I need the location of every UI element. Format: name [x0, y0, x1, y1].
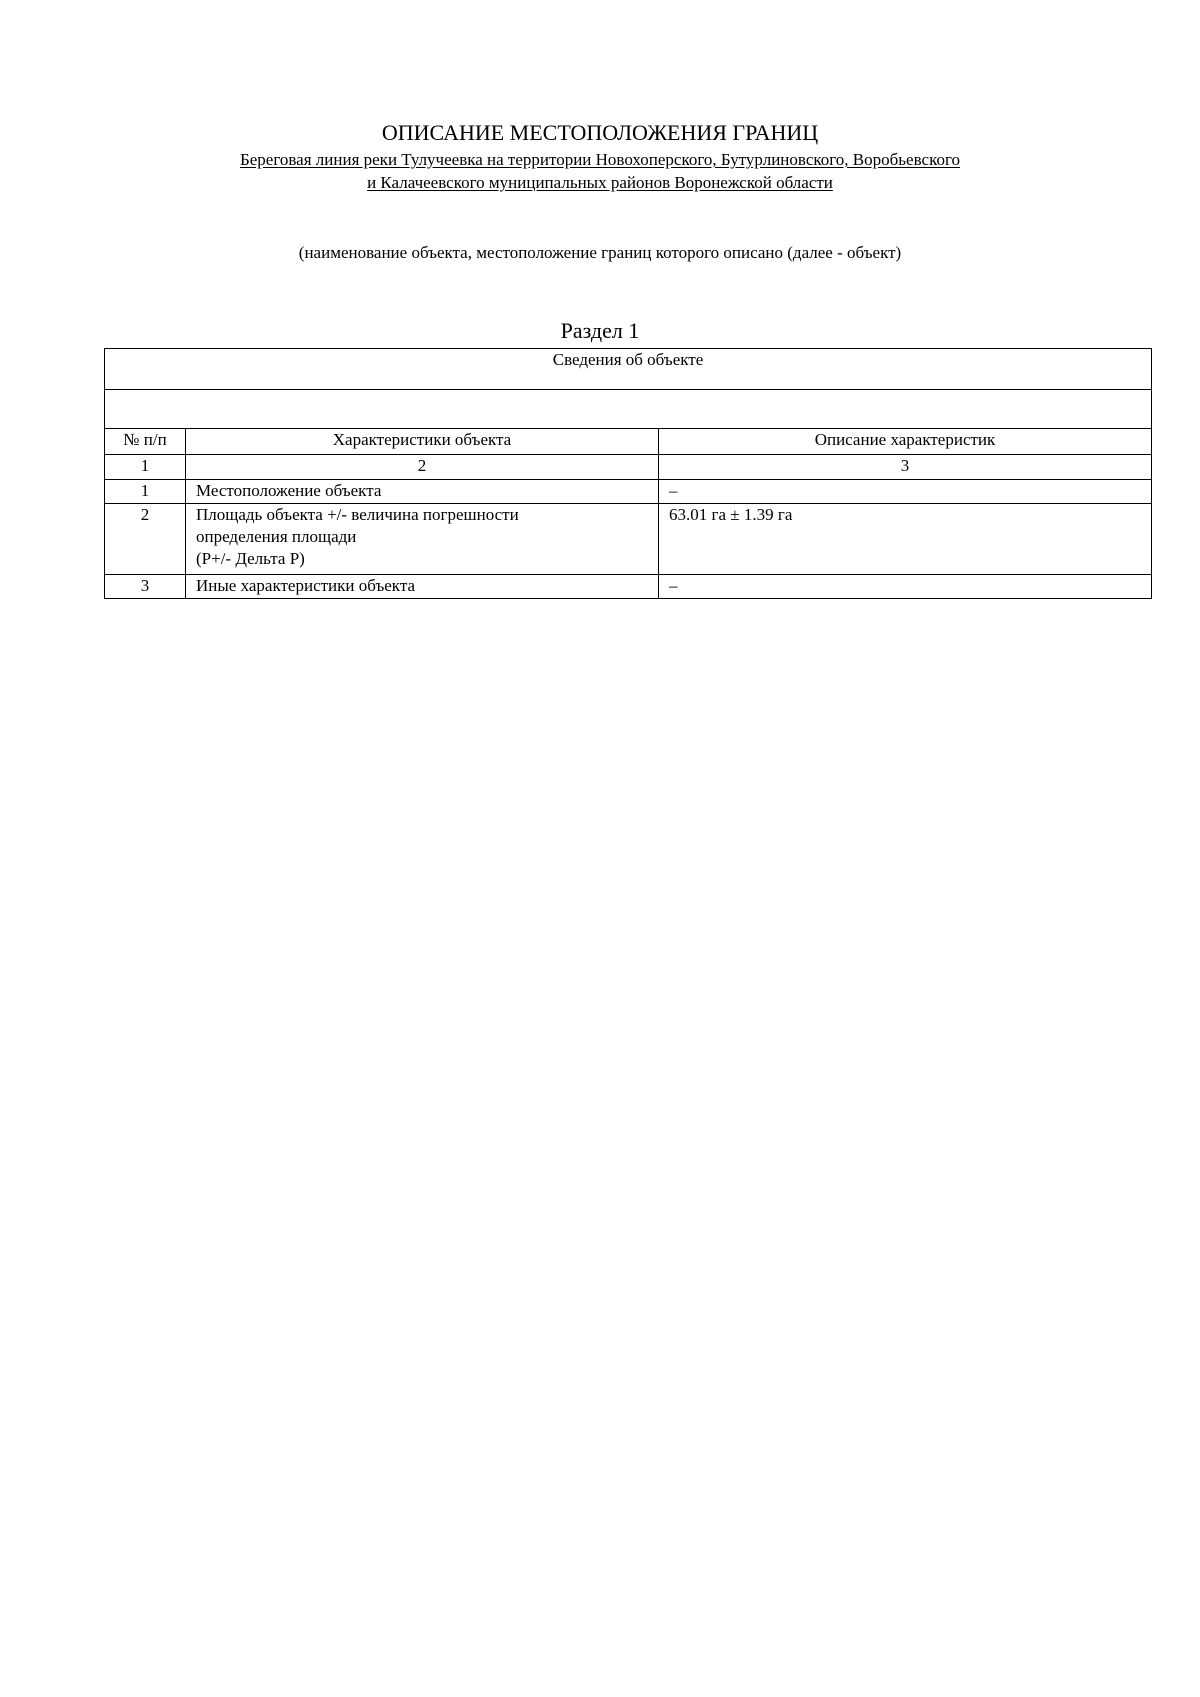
row-description: –: [659, 575, 1152, 599]
table-row: [105, 480, 1152, 504]
row-characteristic: Местоположение объекта: [186, 480, 659, 504]
column-number-3: 3: [659, 455, 1152, 480]
column-number-2: 2: [186, 455, 659, 480]
table-column-numbers-row: [105, 455, 1152, 480]
table-row: [105, 504, 1152, 575]
table-title: Сведения об объекте: [105, 349, 1152, 390]
row-description: –: [659, 480, 1152, 504]
page-title: ОПИСАНИЕ МЕСТОПОЛОЖЕНИЯ ГРАНИЦ: [381, 120, 819, 145]
table-row: [105, 575, 1152, 599]
row-characteristic-line: определения площади: [196, 527, 357, 546]
table-empty-row: [105, 390, 1152, 429]
object-info-table: [104, 348, 1152, 599]
header-num: № п/п: [105, 429, 186, 455]
row-characteristic: Иные характеристики объекта: [186, 575, 659, 599]
table-header-row: [105, 429, 1152, 455]
row-characteristic-line: Площадь объекта +/- величина погрешности: [196, 505, 519, 524]
header-description: Описание характеристик: [659, 429, 1152, 455]
table-empty-cell: [105, 390, 1152, 429]
object-name: [0, 148, 1200, 194]
object-name-line-1: Береговая линия реки Тулучеевка на территории Новохоперского, Бутурлиновского, Воробьевского: [239, 150, 961, 169]
row-num: 3: [105, 575, 186, 599]
object-name-line-2: и Калачеевского муниципальных районов Воронежской области: [367, 173, 833, 192]
section-title: Раздел 1: [560, 318, 640, 343]
row-characteristic: [186, 504, 659, 575]
row-description: 63.01 га ± 1.39 га: [659, 504, 1152, 575]
row-num: 2: [105, 504, 186, 575]
row-characteristic-line: (P+/- Дельта P): [196, 549, 305, 568]
header-characteristic: Характеристики объекта: [186, 429, 659, 455]
column-number-1: 1: [105, 455, 186, 480]
object-name-caption: (наименование объекта, местоположение границ которого описано (далее - объект): [298, 243, 902, 262]
table-title-row: [105, 349, 1152, 390]
row-num: 1: [105, 480, 186, 504]
